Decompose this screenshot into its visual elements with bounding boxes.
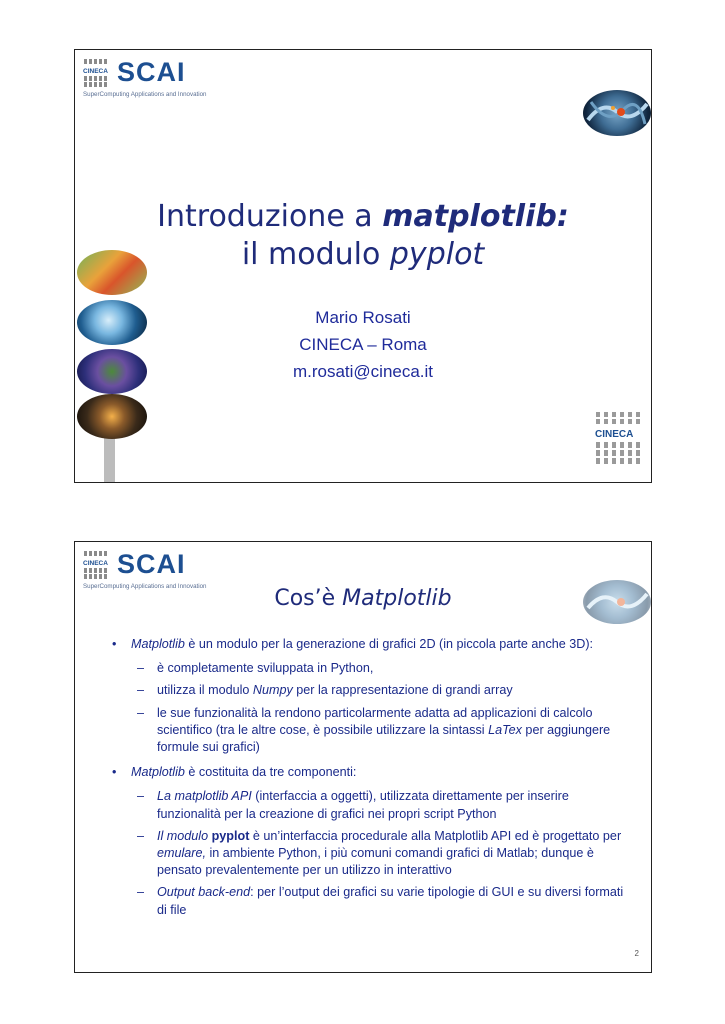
- list-item: – Il modulo pyplot è un’interfaccia procedurale alla Matplotlib API ed è progettato per emulare, in ambiente Python, i più comuni comandi grafici di Matlab; dunque è pensato prevalentemente per un utilizzo in interattivo: [137, 828, 622, 878]
- list-item: – La matplotlib API (interfaccia a oggetti), utilizzata direttamente per inserire funzionalità per la creazione di grafici nei propri script Python: [137, 789, 569, 821]
- decorative-image-3: [77, 349, 147, 394]
- decorative-image-1: [77, 250, 147, 295]
- list-item: • Matplotlib è un modulo per la generazione di grafici 2D (in piccola parte anche 3D):: [112, 637, 594, 651]
- list-item: – le sue funzionalità la rendono particolarmente adatta ad applicazioni di calcolo scientifico (tra le altre cose, è possibile utilizzare la sintassi LaTex per aggiungere formule sui grafici): [137, 705, 611, 755]
- decorative-image-2: [77, 300, 147, 345]
- molecule-image-top: [583, 90, 651, 136]
- molecule-icon: [583, 90, 651, 136]
- author-email: m.rosati@cineca.it: [292, 362, 434, 381]
- scai-wordmark: SCAI: [117, 57, 186, 87]
- decorative-image-4: [77, 394, 147, 439]
- cineca-small-logo-icon: [83, 550, 113, 580]
- list-item: – Output back-end: per l’output dei grafici su varie tipologie di GUI e su diversi formati di file: [137, 885, 624, 917]
- slide-title: Cos’è Matplotlib: [274, 586, 452, 611]
- svg-text:CINECA: CINECA: [83, 68, 108, 75]
- scai-wordmark: SCAI: [117, 549, 186, 579]
- cineca-logo-icon: [595, 412, 643, 464]
- cineca-small-logo-icon: [83, 58, 113, 88]
- title-slide: [74, 49, 652, 483]
- list-item: • Matplotlib è costituita da tre componenti:: [112, 765, 357, 780]
- list-item: – è completamente sviluppata in Python,: [137, 661, 374, 676]
- list-item: – utilizza il modulo Numpy per la rappresentazione di grandi array: [137, 683, 513, 698]
- svg-text:CINECA: CINECA: [595, 429, 634, 440]
- svg-text:CINECA: CINECA: [83, 560, 108, 567]
- slide-title: Introduzione a matplotlib: il modulo pyplot: [157, 199, 569, 272]
- author-organization: CINECA – Roma: [299, 335, 427, 354]
- page-number: 2: [634, 949, 639, 958]
- slide-body: [109, 636, 629, 924]
- scai-subtitle: SuperComputing Applications and Innovation: [83, 91, 207, 98]
- scai-subtitle: SuperComputing Applications and Innovation: [83, 583, 207, 590]
- scai-logo: [83, 58, 218, 100]
- author-block: [75, 304, 651, 385]
- content-slide: [74, 541, 652, 973]
- author-name: Mario Rosati: [315, 308, 411, 327]
